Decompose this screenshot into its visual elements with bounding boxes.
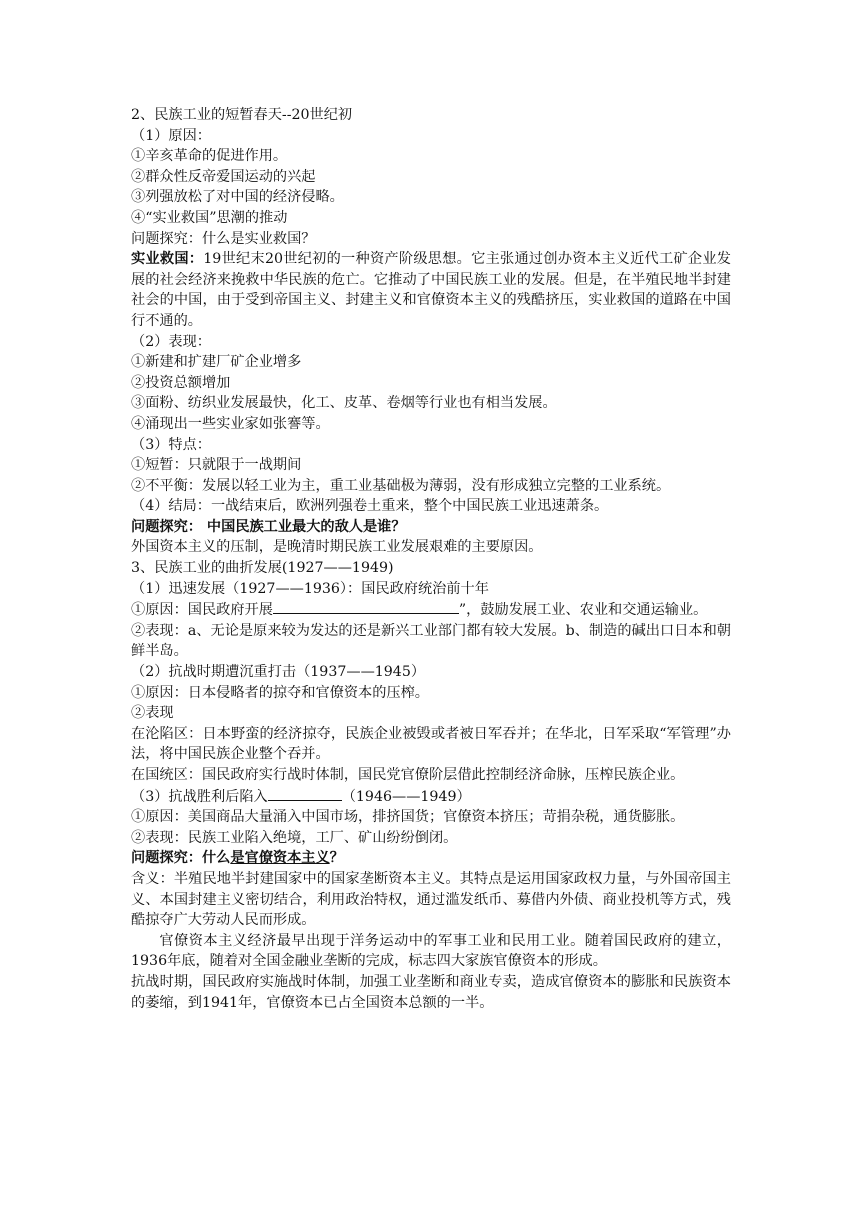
war-period-performance-heading: ②表现 xyxy=(131,705,174,722)
performance-item: ③面粉、纺织业发展最快，化工、皮革、卷烟等行业也有相当发展。 xyxy=(131,395,557,412)
feature-unbalanced: ②不平衡：发展以轻工业为主，重工业基础极为薄弱，没有形成独立完整的工业系统。 xyxy=(131,477,671,494)
war-period-cause: ①原因：日本侵略者的掠夺和官僚资本的压榨。 xyxy=(131,684,429,701)
rapid-development-cause: ①原因：国民政府开展 ”，鼓励发展工业、农业和交通运输业。 xyxy=(131,599,731,621)
fill-in-blank xyxy=(273,599,459,614)
rapid-development-heading: （1）迅速发展（1927——1936）：国民政府统治前十年 xyxy=(131,580,489,597)
performance-item: ①新建和扩建厂矿企业增多 xyxy=(131,354,302,371)
outcome: （4）结局：一战结束后，欧洲列强卷土重来，整个中国民族工业迅速萧条。 xyxy=(131,498,609,515)
origin-text: 官僚资本主义经济最早出现于洋务运动中的军事工业和民用工业。随着国民政府的建立，1936年底，随着对全国金融业垄断的完成，标志四大家族官僚资本的形成。 xyxy=(131,932,731,970)
section3-title: 3、民族工业的曲折发展(1927——1949) xyxy=(131,560,394,577)
performance-heading: （2）表现： xyxy=(131,333,211,350)
post-war-performance: ②表现：民族工业陷入绝境，工厂、矿山纷纷倒闭。 xyxy=(131,829,458,846)
definition-text: 含义：半殖民地半封建国家中的国家垄断资本主义。其特点是运用国家政权力量，与外国帝国主义、本国封建主义密切结合，利用政治特权，通过滥发纸币、募借内外债、商业投机等方式，残酷掠夺广大劳动人民而形成。 xyxy=(131,870,731,929)
answer-enemy: 外国资本主义的压制，是晚清时期民族工业发展艰难的主要原因。 xyxy=(131,539,543,556)
rapid-development-performance: ②表现：a、无论是原来较为发达的还是新兴工业部门都有较大发展。b、制造的碱出口日本和朝鲜半岛。 xyxy=(131,622,731,660)
cause-heading: （1）原因： xyxy=(131,127,211,144)
post-war-heading: （3）抗战胜利后陷入 （1946——1949） xyxy=(131,786,731,808)
term-shiye: 实业救国： xyxy=(131,251,204,268)
feature-short: ①短暂：只就限于一战期间 xyxy=(131,457,302,474)
document-page xyxy=(131,105,731,1013)
question-enemy: 问题探究： 中国民族工业最大的敌人是谁？ xyxy=(131,518,406,535)
cause-item: ①辛亥革命的促进作用。 xyxy=(131,148,288,165)
features-heading: （3）特点： xyxy=(131,436,211,453)
term-bureaucratic-capital: 是官僚资本主义 xyxy=(230,850,330,867)
answer-shiye-text: 19世纪末20世纪初的一种资产阶级思想。它主张通过创办资本主义近代工矿企业发展的社会经济来挽救中华民族的危亡。它推动了中国民族工业的发展。但是，在半殖民地半封建社会的中国，由于受到帝国主义、封建主义和官僚资本主义的残酷挤压，实业救国的道路在中国行不通的。 xyxy=(131,251,731,329)
fill-in-blank xyxy=(268,786,342,801)
cause-item: ②群众性反帝爱国运动的兴起 xyxy=(131,168,316,185)
question-shiye: 问题探究：什么是实业救国？ xyxy=(131,230,316,247)
answer-shiye xyxy=(131,249,731,331)
wartime-text: 抗战时期，国民政府实施战时体制，加强工业垄断和商业专卖，造成官僚资本的膨胀和民族资本的萎缩，到1941年，官僚资本已占全国资本总额的一半。 xyxy=(131,973,731,1011)
performance-item: ②投资总额增加 xyxy=(131,374,231,391)
cause-item: ④“实业救国”思潮的推动 xyxy=(131,209,288,226)
performance-item: ④涌现出一些实业家如张謇等。 xyxy=(131,415,330,432)
cause-item: ③列强放松了对中国的经济侵略。 xyxy=(131,189,344,206)
section2-title: 2、民族工业的短暂春天--20世纪初 xyxy=(131,107,353,123)
war-period-heading: （2）抗战时期遭沉重打击（1937——1945） xyxy=(131,664,426,681)
occupied-area-text: 在沦陷区：日本野蛮的经济掠夺，民族企业被毁或者被日军吞并；在华北，日军采取“军管理”办法，将中国民族企业整个吞并。 xyxy=(131,725,731,763)
post-war-cause: ①原因：美国商品大量涌入中国市场，排挤国货；官僚资本挤压；苛捐杂税，通货膨胀。 xyxy=(131,809,685,826)
kmt-area-text: 在国统区：国民政府实行战时体制，国民党官僚阶层借此控制经济命脉，压榨民族企业。 xyxy=(131,767,685,783)
question-bureaucratic-capital: 问题探究：什么是官僚资本主义？ xyxy=(131,850,344,867)
